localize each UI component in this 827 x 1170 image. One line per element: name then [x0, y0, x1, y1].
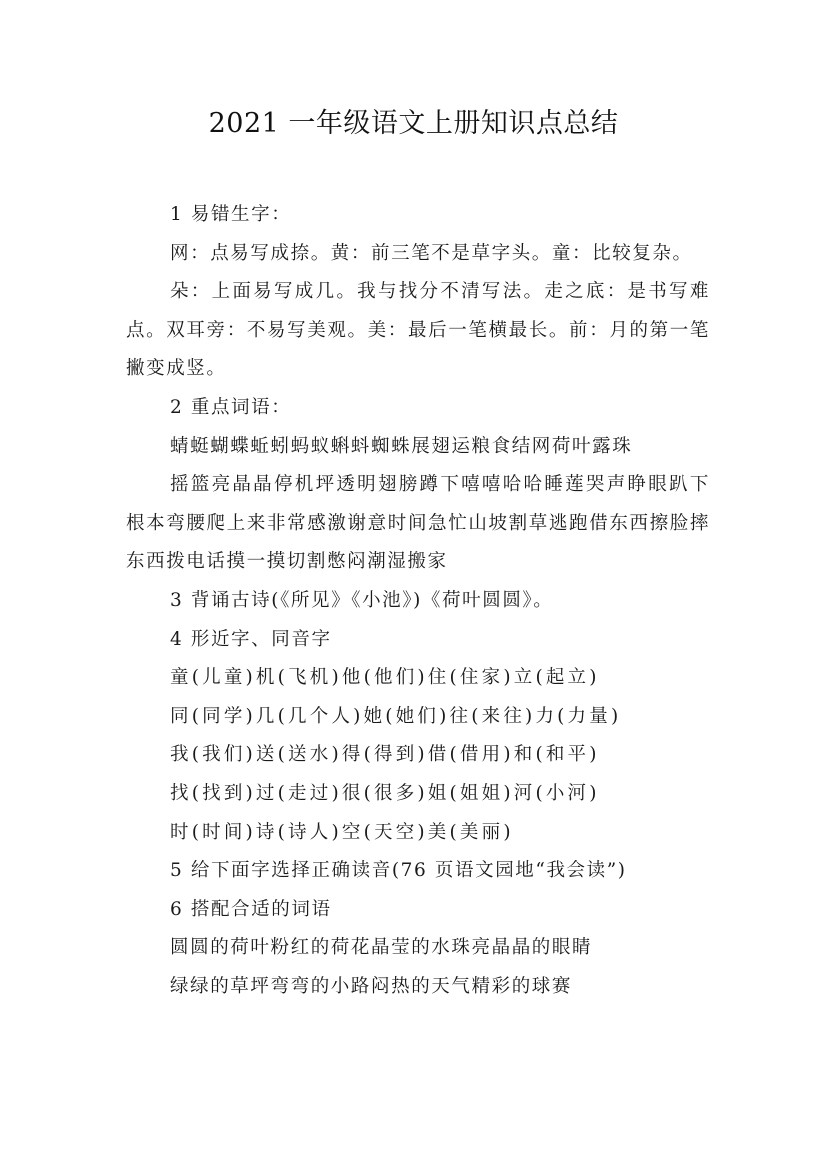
word-list-paragraph: 摇篮亮晶晶停机坪透明翅膀蹲下嘻嘻哈哈睡莲哭声睁眼趴下根本弯腰爬上来非常感激谢意时间急忙山坡割草逃跑借东西擦脸摔东西拨电话摸一摸切割憋闷潮湿搬家: [126, 474, 710, 573]
section-heading-error-prone-characters: 1 易错生字：: [170, 204, 292, 225]
body-paragraph: 朵：上面易写成几。我与找分不清写法。走之底：是书写难点。双耳旁：不易写美观。美：最后一笔横最长。前：月的第一笔撇变成竖。: [126, 281, 710, 380]
word-matching-line: 绿绿的草坪弯弯的小路闷热的天气精彩的球赛: [170, 975, 573, 997]
body-paragraph: 网：点易写成捺。黄：前三笔不是草字头。童：比较复杂。: [170, 242, 693, 264]
character-pair-line: 童(儿童)机(飞机)他(他们)住(住家)立(起立): [170, 667, 600, 689]
character-pair-line: 找(找到)过(走过)很(很多)姐(姐姐)河(小河): [170, 782, 600, 804]
section-heading-word-matching: 6 搭配合适的词语: [170, 898, 332, 920]
section-heading-pronunciation: 5 给下面字选择正确读音(76 页语文园地“我会读”): [170, 860, 627, 882]
document-body: [126, 196, 710, 1006]
word-matching-line: 圆圆的荷叶粉红的荷花晶莹的水珠亮晶晶的眼睛: [170, 937, 593, 959]
section-heading-similar-characters: 4 形近字、同音字: [170, 628, 332, 650]
section-heading-poems: 3 背诵古诗(《所见》《小池》)《荷叶圆圆》。: [170, 589, 554, 611]
word-list-line: 蜻蜓蝴蝶蚯蚓蚂蚁蝌蚪蜘蛛展翅运粮食结网荷叶露珠: [170, 435, 633, 457]
character-pair-line: 时(时间)诗(诗人)空(天空)美(美丽): [170, 821, 514, 843]
character-pair-line: 我(我们)送(送水)得(得到)借(借用)和(和平): [170, 744, 600, 766]
document-title: 2021 一年级语文上册知识点总结: [208, 108, 619, 139]
section-heading-key-words: 2 重点词语：: [170, 396, 292, 418]
character-pair-line: 同(同学)几(几个人)她(她们)往(来往)力(力量): [170, 705, 622, 727]
